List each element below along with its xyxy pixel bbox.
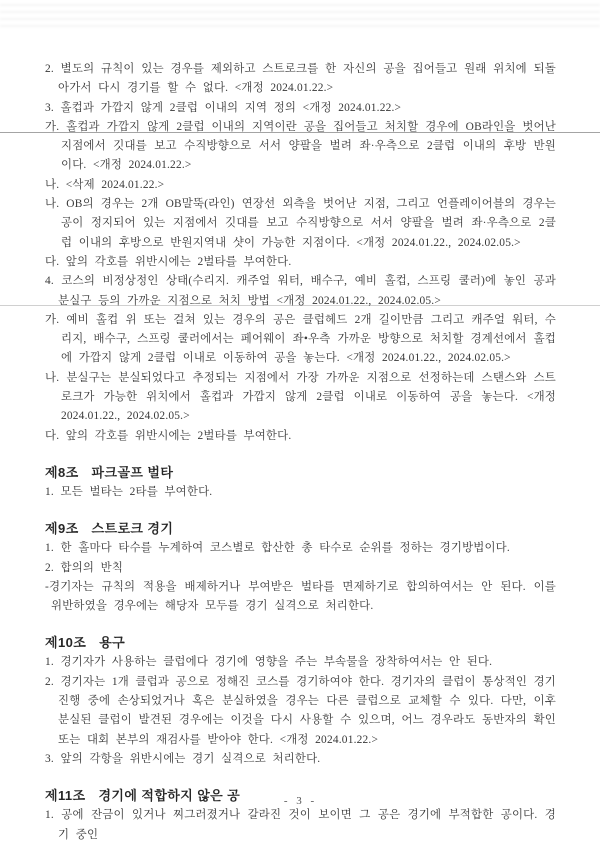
rule-subitem: 가. 홀컵과 가깝지 않게 2클럽 이내의 지역이란 공을 집어들고 처치할 경우에 OB라인을 벗어난 지점에서 깃대를 보고 수직방향으로 서서 양팔을 벌려 좌·우측으로 2클럽 이내의 후방 반원이다. <개정 2024.01.22.> [45,120,556,172]
scan-bleed-through-artifact [0,4,600,30]
article-title: 스트로크 경기 [91,521,174,537]
rule-item: 1. 모든 벌타는 2타를 부여한다. [45,485,213,498]
rule-subitem: 다. 앞의 각호를 위반시에는 2벌타를 부여한다. [45,429,292,442]
rule-subitem: 나. 분실구는 분실되었다고 추정되는 지점에서 가장 가까운 지점으로 선정하는데 스탠스와 스트로크가 가능한 위치에서 홀컵과 가깝지 않게 2클럽 이내로 이동하여 공을 놓는다. <개정 2024.01.22., 2024.02.05.> [45,371,556,423]
page-number: - 3 - [283,795,317,807]
rule-item: 2. 합의의 반칙 [45,561,124,574]
article-heading-8 [45,463,556,483]
rule-item: 1. 한 홀마다 타수를 누계하여 코스별로 합산한 총 타수로 순위를 정하는 경기방법이다. [45,542,510,555]
rule-item: 3. 홀컵과 가깝지 않게 2클럽 이내의 지역 정의 <개정 2024.01.22.> [45,101,402,114]
rule-item: 3. 앞의 각항을 위반시에는 경기 실격으로 처리한다. [45,752,321,765]
rule-subitem: 나. OB의 경우는 2개 OB말뚝(라인) 연장선 외측을 벗어난 지점, 그리고 언플레이어블의 경우는 공이 정지되어 있는 지점에서 깃대를 보고 수직방향으로 서서 양팔을 벌려 좌·우측으로 2클럽 이내의 후방으로 반원지역내 샷이 가능한 지점이다. <개정 2024.01.22., 2024.02.05.> [45,198,556,249]
rule-note: -경기자는 규칙의 적용을 배제하거나 부여받은 벌타를 면제하기로 합의하여서는 안 된다. 이를 위반하였을 경우에는 해당자 모두를 경기 실격으로 처리한다. [45,580,556,613]
article-title: 용구 [99,635,126,651]
document-body [45,60,556,845]
article-heading-10 [45,633,556,653]
article-heading-9 [45,519,556,539]
rule-subitem-deleted: 나. <삭제 2024.01.22.> [45,178,165,191]
article-number: 제10조 [45,635,87,651]
rule-subitem: 다. 앞의 각호를 위반시에는 2벌타를 부여한다. [45,255,292,268]
rule-item: 2. 별도의 규칙이 있는 경우를 제외하고 스트로크를 한 자신의 공을 집어들고 원래 위치에 되돌아가서 다시 경기를 할 수 없다. <개정 2024.01.22.> [45,63,556,95]
article-number: 제9조 [45,521,79,537]
article-number: 제8조 [45,464,79,480]
rule-item: 1. 경기자가 사용하는 클럽에다 경기에 영향을 주는 부속물을 장착하여서는 안 된다. [45,656,493,669]
rule-item: 1. 공에 잔금이 있거나 찌그러졌거나 갈라진 것이 보이면 그 공은 경기에 부적합한 공이다. 경기 중인 [45,809,556,841]
article-number: 제11조 [45,788,86,804]
article-title: 경기에 적합하지 않은 공 [98,788,241,804]
rule-subitem: 가. 예비 홀컵 위 또는 걸쳐 있는 경우의 공은 클럽헤드 2개 길이만큼 그리고 캐주얼 워터, 수리지, 배수구, 스프링 쿨러에서는 페어웨이 좌•우측 가까운 방향으로 처치할 경계선에서 홀컵에 가깝지 않게 2클럽 이내로 이동하여 공을 놓는다. <개정 2024.01.22., 2024.02.05.> [45,313,556,365]
rule-item: 2. 경기자는 1개 클럽과 공으로 정해진 코스를 경기하여야 한다. 경기자의 클럽이 통상적인 경기 진행 중에 손상되었거나 혹은 분실하였을 경우는 다른 클럽으로 교체할 수 있다. 다만, 이후 분실된 클럽이 발견된 경우에는 이것을 다시 사용할 수 있으며, 어느 경우라도 동반자의 확인 또는 대회 본부의 재검사를 받아야 한다. <개정 2024.01.22.> [45,675,556,746]
article-title: 파크골프 벌타 [91,464,174,480]
rule-item: 4. 코스의 비정상정인 상태(수리지. 캐주얼 워터, 배수구, 예비 홀컵, 스프링 쿨러)에 놓인 공과 분실구 등의 가까운 지점으로 처치 방법 <개정 2024.01.22., 2024.02.05.> [45,275,556,307]
